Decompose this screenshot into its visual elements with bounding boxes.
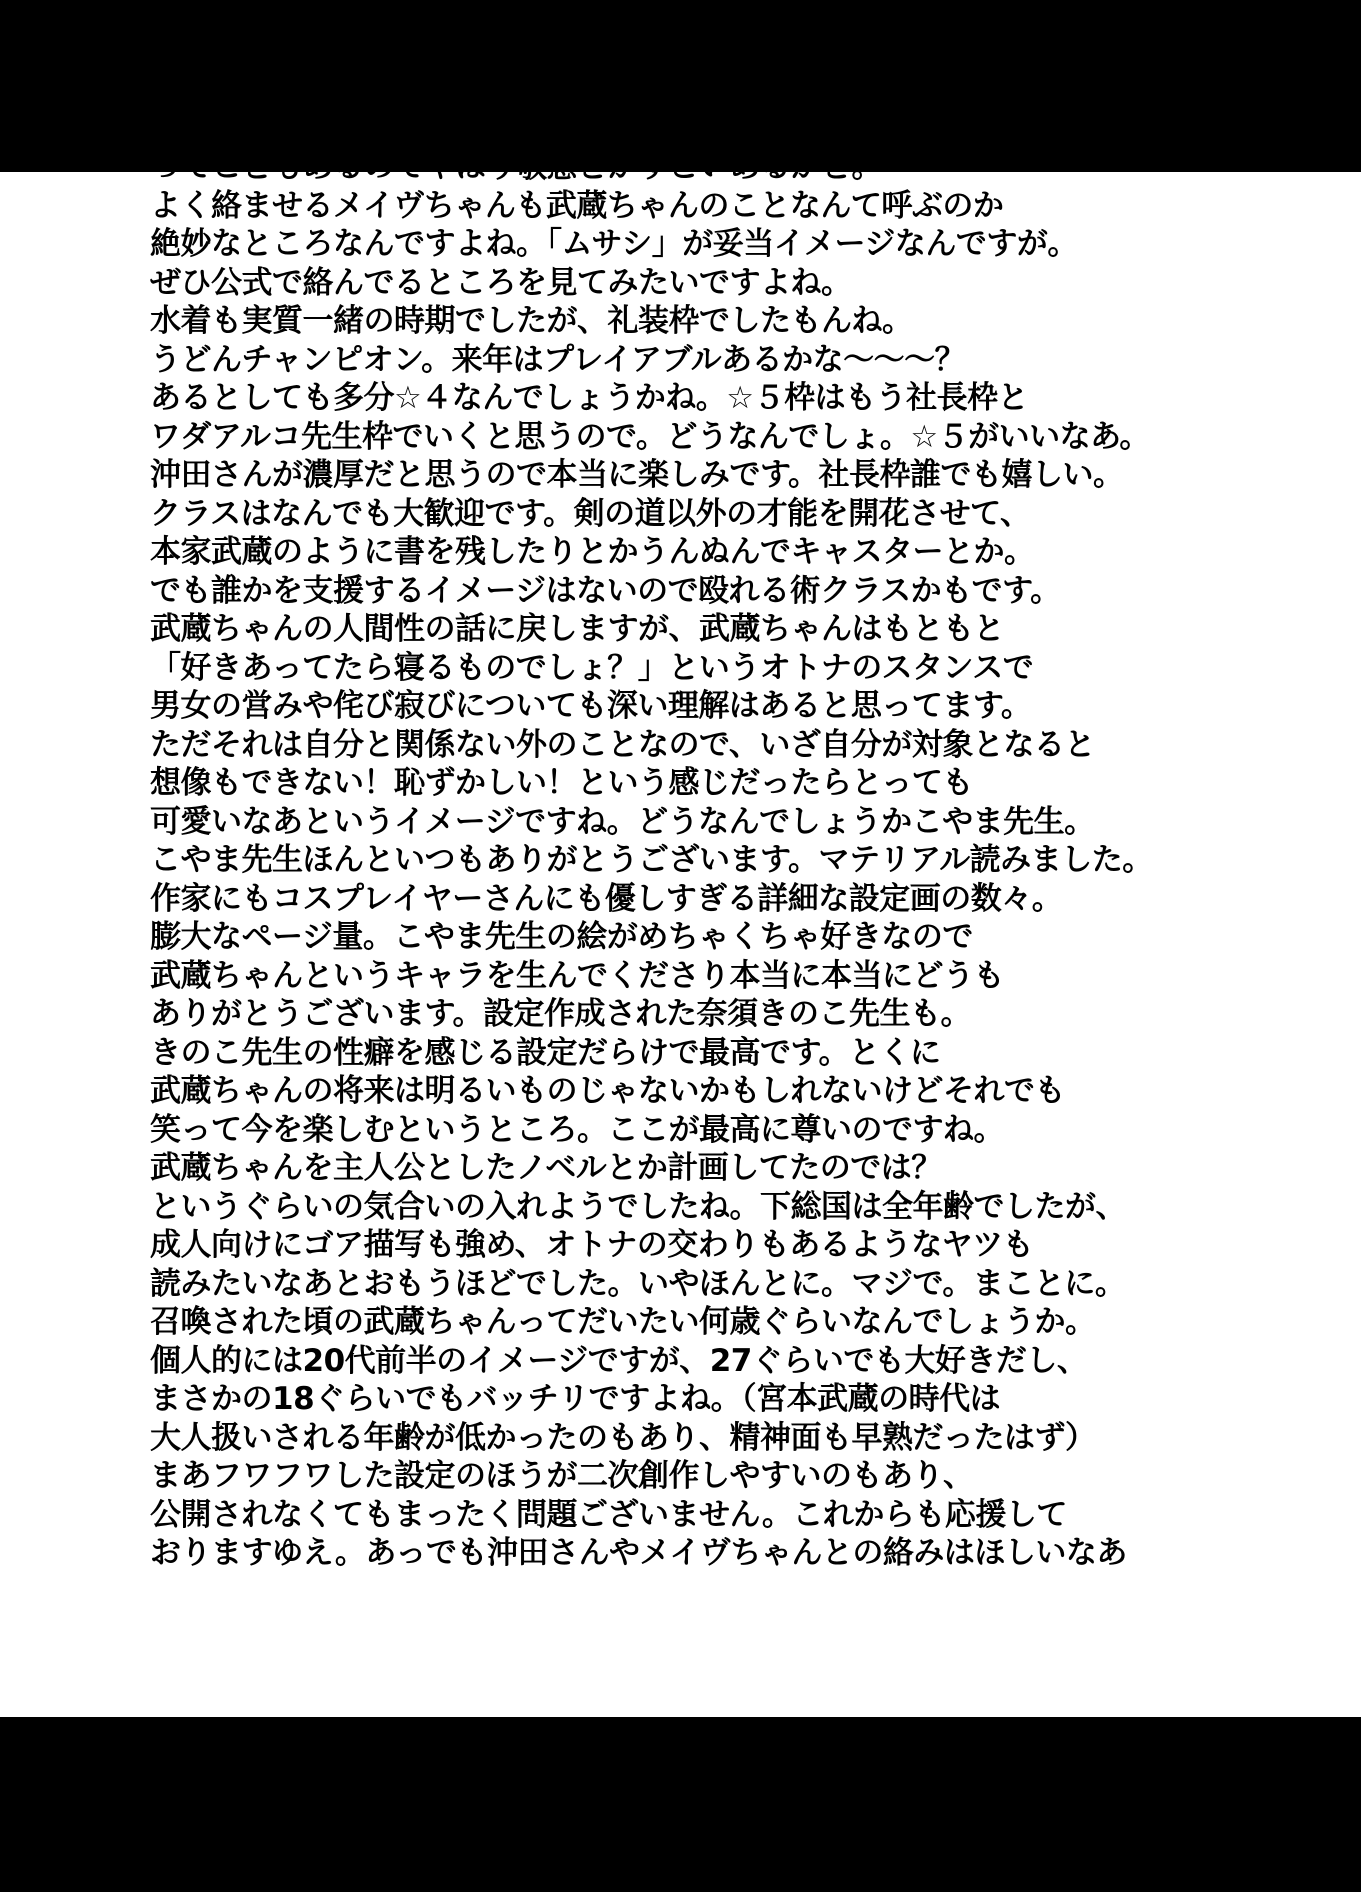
text-line: 個人的には20代前半のイメージですが、27ぐらいでも大好きだし、 bbox=[150, 1342, 1088, 1379]
text-line: うどんチャンピオン。来年はプレイアブルあるかな～～～？ bbox=[150, 341, 966, 378]
text-line: 大人扱いされる年齢が低かったのもあり、精神面も早熟だったはず） bbox=[150, 1419, 1096, 1456]
text-line: ってこともあるのでやはり敬意とかすごいあるかと。 bbox=[150, 149, 882, 185]
text-line: ぜひ公式で絡んでるところを見てみたいですよね。 bbox=[150, 264, 852, 301]
text-line: 武蔵ちゃんの人間性の話に戻しますが、武蔵ちゃんはもともと bbox=[150, 611, 1004, 647]
text-line: 読みたいなあとおもうほどでした。いやほんとに。マジで。まことに。 bbox=[150, 1265, 1126, 1302]
bottom-black-band bbox=[0, 1736, 1361, 1892]
text-line: 水着も実質一緒の時期でしたが、礼装枠でしたもんね。 bbox=[150, 303, 913, 339]
text-line: ただそれは自分と関係ない外のことなので、いざ自分が対象となると bbox=[150, 726, 1095, 763]
text-line: よく絡ませるメイヴちゃんも武蔵ちゃんのことなんて呼ぶのか bbox=[150, 187, 1004, 224]
text-line: 武蔵ちゃんを主人公としたノベルとか計画してたのでは？ bbox=[150, 1150, 942, 1186]
text-line: 「好きあってたら寝るものでしょ？」というオトナのスタンスで bbox=[150, 649, 1034, 686]
top-black-band bbox=[0, 0, 1361, 148]
text-line: 公開されなくてもまったく問題ございません。これからも応援して bbox=[150, 1496, 1067, 1533]
text-line: 作家にもコスプレイヤーさんにも優しすぎる詳細な設定画の数々。 bbox=[150, 880, 1063, 917]
text-line: まさかの18ぐらいでもバッチリですよね。（宮本武蔵の時代は bbox=[150, 1381, 1001, 1417]
text-line: 召喚された頃の武蔵ちゃんってだいたい何歳ぐらいなんでしょうか。 bbox=[150, 1304, 1096, 1340]
text-line: 本家武蔵のように書を残したりとかうんぬんでキャスターとか。 bbox=[150, 534, 1035, 570]
text-line: 笑って今を楽しむというところ。ここが最高に尊いのですね。 bbox=[150, 1111, 1004, 1148]
bottom-border-rule bbox=[0, 1722, 1361, 1727]
text-line: 男女の営みや侘び寂びについても深い理解はあると思ってます。 bbox=[150, 688, 1032, 724]
text-line: 膨大なページ量。こやま先生の絵がめちゃくちゃ好きなので bbox=[150, 919, 973, 955]
text-line: 武蔵ちゃんというキャラを生んでくださり本当に本当にどうも bbox=[150, 957, 1004, 994]
text-line: 沖田さんが濃厚だと思うので本当に楽しみです。社長枠誰でも嬉しい。 bbox=[150, 457, 1124, 493]
text-line: きのこ先生の性癖を感じる設定だらけで最高です。とくに bbox=[150, 1034, 941, 1071]
text-line: 想像もできない！恥ずかしい！という感じだったらとっても bbox=[150, 765, 973, 801]
text-line: でも誰かを支援するイメージはないので殴れる術クラスかもです。 bbox=[150, 572, 1061, 609]
text-line: 成人向けにゴア描写も強め、オトナの交わりもあるようなヤツも bbox=[150, 1227, 1034, 1263]
text-line: 絶妙なところなんですよね。「ムサシ」が妥当イメージなんですが。 bbox=[150, 226, 1078, 262]
text-line: まあフワフワした設定のほうが二次創作しやすいのもあり、 bbox=[150, 1458, 974, 1494]
afterword-text bbox=[150, 148, 1350, 1573]
text-line: ありがとうございます。設定作成された奈須きのこ先生も。 bbox=[150, 996, 972, 1032]
text-line: クラスはなんでも大歓迎です。剣の道以外の才能を開花させて、 bbox=[150, 495, 1031, 532]
text-line: 武蔵ちゃんの将来は明るいものじゃないかもしれないけどそれでも bbox=[150, 1073, 1065, 1109]
text-line: あるとしても多分☆４なんでしょうかね。☆５枠はもう社長枠と bbox=[150, 380, 1029, 416]
text-line: 可愛いなあというイメージですね。どうなんでしょうかこやま先生。 bbox=[150, 803, 1095, 840]
text-line: というぐらいの気合いの入れようでしたね。下総国は全年齢でしたが、 bbox=[150, 1188, 1126, 1225]
text-line: おりますゆえ。あっでも沖田さんやメイヴちゃんとの絡みはほしいなあ bbox=[150, 1535, 1127, 1571]
text-page bbox=[0, 149, 1361, 1717]
text-line: こやま先生ほんといつもありがとうございます。マテリアル読みました。 bbox=[150, 842, 1153, 878]
text-line: ワダアルコ先生枠でいくと思うので。どうなんでしょ。☆５がいいなあ。 bbox=[150, 418, 1150, 455]
